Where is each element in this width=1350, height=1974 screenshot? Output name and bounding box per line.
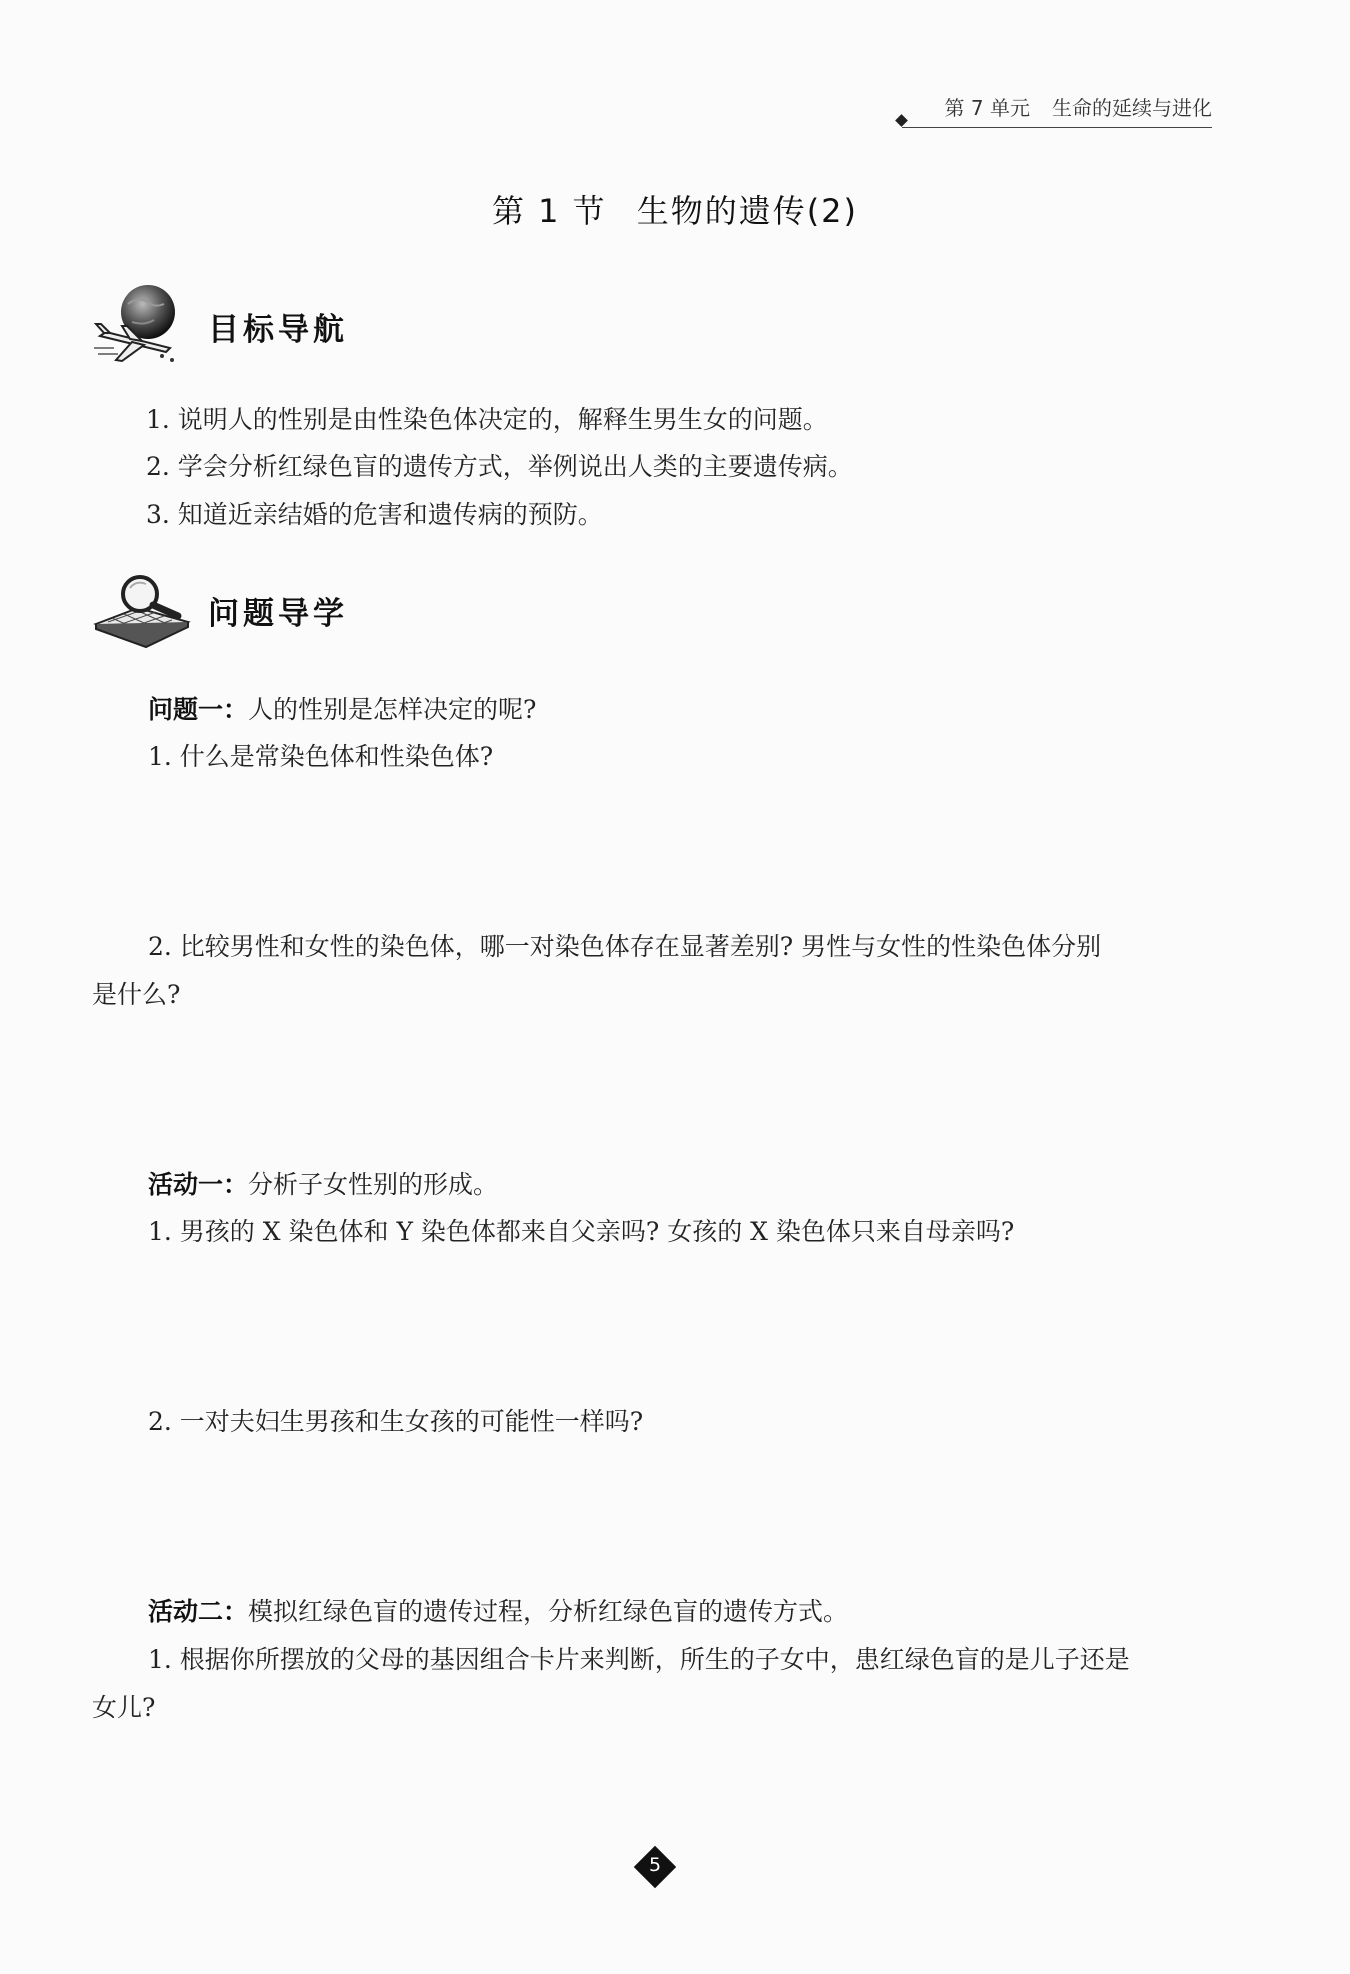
page-number: 5 xyxy=(648,1854,662,1876)
page-title xyxy=(0,186,1350,232)
activity1-text: 分析子女性别的形成。 xyxy=(248,1170,499,1199)
activity1-question-1: 1. 男孩的 X 染色体和 Y 染色体都来自父亲吗? 女孩的 X 染色体只来自母亲吗? xyxy=(148,1217,1015,1246)
problem1-text: 人的性别是怎样决定的呢? xyxy=(248,695,537,724)
running-header xyxy=(902,92,1212,128)
activity2-text: 模拟红绿色盲的遗传过程，分析红绿色盲的遗传方式。 xyxy=(248,1597,849,1626)
problem1-label: 问题一： xyxy=(148,695,249,724)
globe-airplane-icon xyxy=(92,282,192,372)
unit-number: 第 7 单元 xyxy=(944,96,1030,120)
goal-item-1: 1. 说明人的性别是由性染色体决定的，解释生男生女的问题。 xyxy=(146,405,828,434)
problem1-question-1: 1. 什么是常染色体和性染色体? xyxy=(148,742,494,771)
magnifier-keyboard-icon xyxy=(92,572,192,652)
problem1-question-2-line2: 是什么? xyxy=(92,980,181,1009)
activity2-line xyxy=(148,1588,848,1636)
activity1-label: 活动一： xyxy=(148,1170,249,1199)
activity1-question-2: 2. 一对夫妇生男孩和生女孩的可能性一样吗? xyxy=(148,1407,644,1436)
page-number-badge xyxy=(636,1848,674,1886)
goals-heading: 目标导航 xyxy=(208,312,348,348)
goal-item-3: 3. 知道近亲结婚的危害和遗传病的预防。 xyxy=(146,500,603,529)
goal-item-2: 2. 学会分析红绿色盲的遗传方式，举例说出人类的主要遗传病。 xyxy=(146,452,853,481)
activity1-line xyxy=(148,1161,498,1209)
section-name: 生物的遗传(2) xyxy=(636,192,859,230)
problem1-line xyxy=(148,686,536,734)
activity2-question-1-line2: 女儿? xyxy=(92,1693,156,1722)
unit-title: 生命的延续与进化 xyxy=(1052,96,1212,120)
guide-heading: 问题导学 xyxy=(208,596,348,632)
problem1-question-2-line1: 2. 比较男性和女性的染色体，哪一对染色体存在显著差别? 男性与女性的性染色体分别 xyxy=(148,932,1102,961)
section-number: 第 1 节 xyxy=(491,192,607,230)
activity2-question-1-line1: 1. 根据你所摆放的父母的基因组合卡片来判断，所生的子女中，患红绿色盲的是儿子还是 xyxy=(148,1645,1130,1674)
activity2-label: 活动二： xyxy=(148,1597,249,1626)
